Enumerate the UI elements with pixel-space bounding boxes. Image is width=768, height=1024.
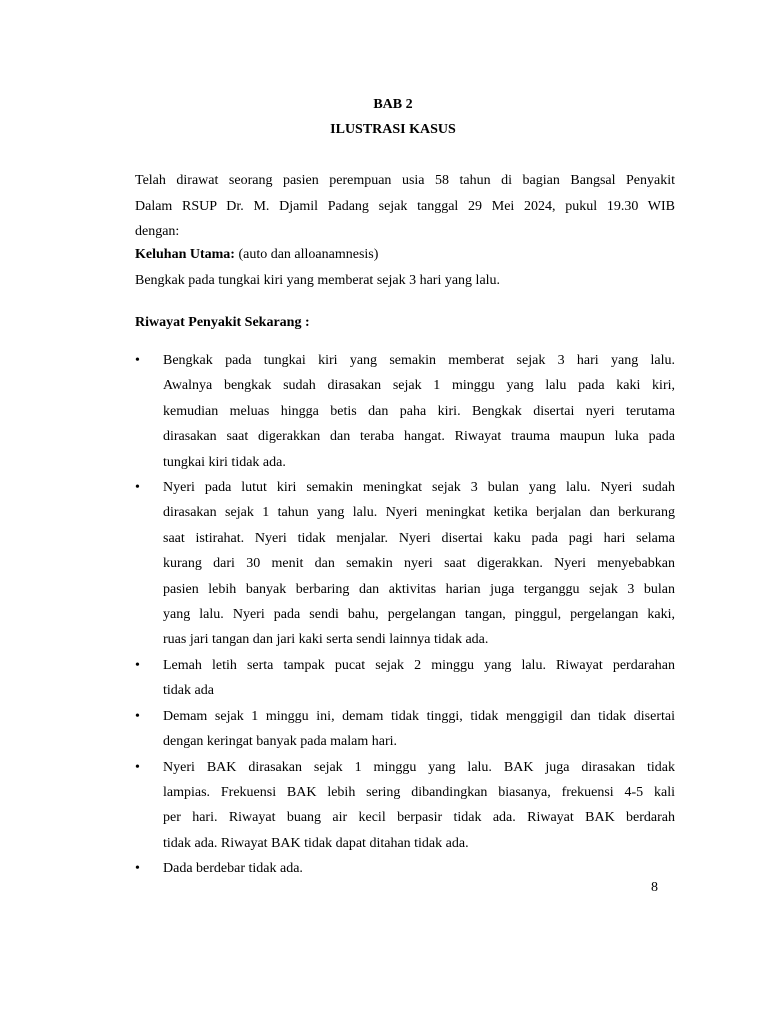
- bullet-icon: •: [135, 480, 140, 496]
- list-item-line: lampias. Frekuensi BAK lebih sering dibandingkan biasanya, frekuensi 4-5 kali: [163, 784, 675, 800]
- list-item: [135, 755, 675, 857]
- list-item: [135, 856, 675, 881]
- intro-line: Dalam RSUP Dr. M. Djamil Padang sejak tanggal 29 Mei 2024, pukul 19.30 WIB: [135, 198, 675, 214]
- intro-line: dengan:: [135, 224, 180, 239]
- keluhan-label: Keluhan Utama:: [135, 247, 235, 262]
- list-item: [135, 653, 675, 704]
- keluhan-utama: [135, 242, 675, 268]
- list-item-line: per hari. Riwayat buang air kecil berpasir tidak ada. Riwayat BAK berdarah: [163, 810, 675, 826]
- list-item-line: Nyeri BAK dirasakan sejak 1 minggu yang lalu. BAK juga dirasakan tidak: [163, 759, 675, 775]
- intro-line: Telah dirawat seorang pasien perempuan usia 58 tahun di bagian Bangsal Penyakit: [135, 173, 675, 188]
- list-item: [135, 704, 675, 755]
- list-item-line: dengan keringat banyak pada malam hari.: [163, 734, 398, 750]
- keluhan-description: Bengkak pada tungkai kiri yang memberat sejak 3 hari yang lalu.: [135, 273, 501, 288]
- riwayat-list: [135, 348, 675, 882]
- list-item-line: Nyeri pada lutut kiri semakin meningkat sejak 3 bulan yang lalu. Nyeri sudah: [163, 480, 675, 496]
- list-item-line: tungkai kiri tidak ada.: [163, 454, 286, 470]
- bullet-icon: •: [135, 861, 140, 877]
- list-item-line: Lemah letih serta tampak pucat sejak 2 minggu yang lalu. Riwayat perdarahan: [163, 657, 675, 673]
- list-item-line: dirasakan saat digerakkan dan teraba hangat. Riwayat trauma maupun luka pada: [163, 429, 675, 445]
- list-item: [135, 475, 675, 653]
- riwayat-heading: Riwayat Penyakit Sekarang :: [135, 315, 310, 330]
- list-item-line: Bengkak pada tungkai kiri yang semakin memberat sejak 3 hari yang lalu.: [163, 353, 675, 368]
- list-item-line: ruas jari tangan dan jari kaki serta sendi lainnya tidak ada.: [163, 632, 489, 648]
- bullet-icon: •: [135, 657, 140, 673]
- list-item-line: kurang dari 30 menit dan semakin nyeri saat digerakkan. Nyeri menyebabkan: [163, 556, 675, 572]
- list-item-line: kemudian meluas hingga betis dan paha kiri. Bengkak disertai nyeri terutama: [163, 403, 675, 419]
- list-item-line: Dada berdebar tidak ada.: [163, 861, 303, 877]
- bullet-icon: •: [135, 353, 140, 368]
- list-item-line: yang lalu. Nyeri pada sendi bahu, pergelangan tangan, pinggul, pergelangan kaki,: [163, 607, 675, 623]
- bullet-icon: •: [135, 708, 140, 724]
- list-item-line: dirasakan sejak 1 tahun yang lalu. Nyeri meningkat ketika berjalan dan berkurang: [163, 505, 675, 521]
- chapter-title: ILUSTRASI KASUS: [330, 122, 456, 137]
- page-number: 8: [651, 880, 658, 895]
- list-item-line: Demam sejak 1 minggu ini, demam tidak tinggi, tidak menggigil dan tidak disertai: [163, 708, 675, 724]
- list-item: [135, 348, 675, 475]
- list-item-line: pasien lebih banyak berbaring dan aktivitas harian juga terganggu sejak 3 bulan: [163, 581, 675, 597]
- list-item-line: saat istirahat. Nyeri tidak menjalar. Nyeri disertai kaku pada pagi hari selama: [163, 530, 675, 546]
- list-item-line: tidak ada. Riwayat BAK tidak dapat ditahan tidak ada.: [163, 835, 469, 851]
- list-item-line: tidak ada: [163, 683, 214, 699]
- chapter-number: BAB 2: [373, 97, 413, 112]
- bullet-icon: •: [135, 759, 140, 775]
- list-item-line: Awalnya bengkak sudah dirasakan sejak 1 minggu yang lalu pada kaki kiri,: [163, 378, 675, 394]
- keluhan-note: (auto dan alloanamnesis): [234, 247, 379, 262]
- intro-paragraph: [135, 168, 675, 245]
